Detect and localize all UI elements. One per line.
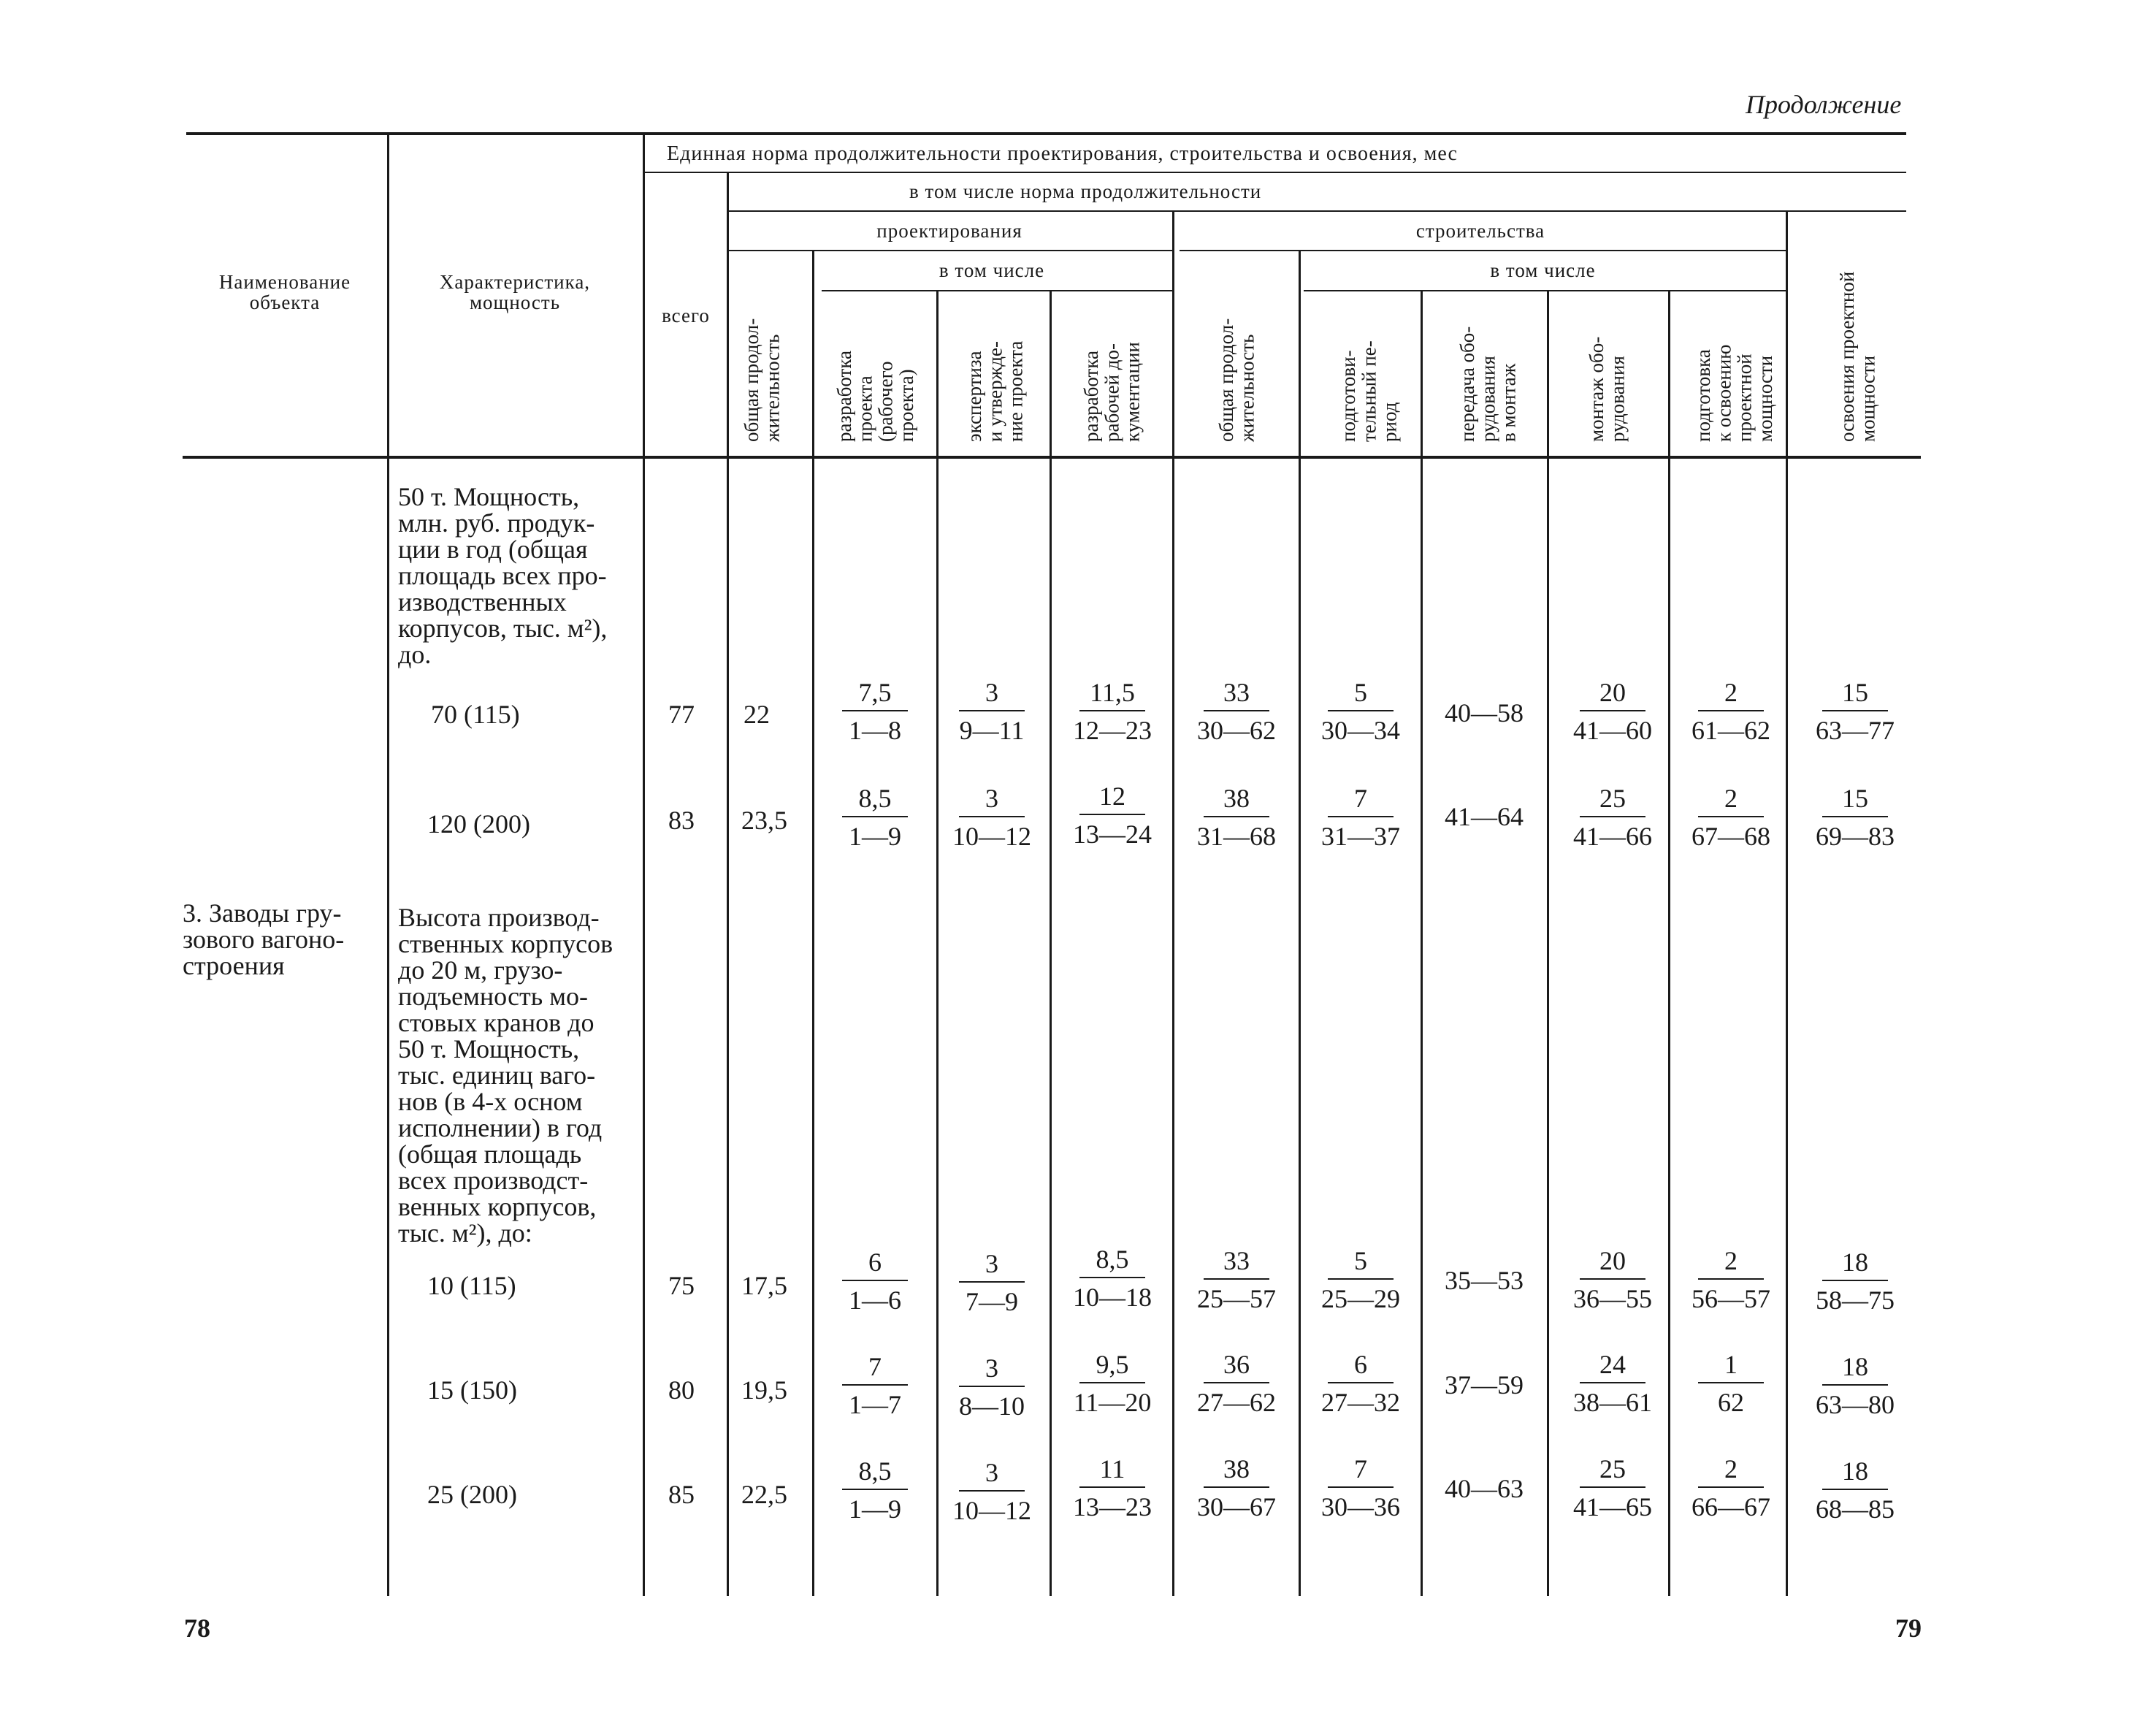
row-design-expert: $\frac{3}{9—11}$	[959, 678, 1025, 745]
item-3-characteristic: Высота производ- ственных корпусов до 20 м, грузо- подъемность мо- стовых кранов до 50 т. Мощность, тыс. единиц ваго- нов (в 4-х осном исполнении) в год (общая площадь всех производст- венных корпусов, тыс. м²), до:	[398, 903, 613, 1248]
header-design-including: в том числе	[939, 259, 1045, 281]
row-design-total: 23,5	[741, 806, 787, 835]
continuation-label: Продолжение	[1746, 90, 1902, 119]
header-construction: строительства	[1415, 220, 1545, 242]
row-total: 80	[668, 1375, 695, 1405]
row-construction-mount: $\frac{20}{36—55}$	[1573, 1246, 1652, 1313]
row-total: 77	[668, 700, 695, 729]
row-construction-total: $\frac{38}{30—67}$	[1197, 1454, 1276, 1521]
row-construction-prep: $\frac{7}{30—36}$	[1321, 1454, 1400, 1521]
row-construction-ready: $\frac{2}{66—67}$	[1691, 1454, 1770, 1521]
row-total: 83	[668, 806, 695, 835]
row-construction-transfer: 40—63	[1445, 1474, 1524, 1503]
item-3-name: 3. Заводы гру- зового вагоно- строения	[183, 898, 345, 980]
header-characteristic: Характеристика, мощность	[439, 271, 591, 314]
row-design-total: 17,5	[741, 1271, 787, 1300]
header-design: проектирования	[876, 220, 1022, 242]
row-mastery: $\frac{18}{58—75}$	[1816, 1248, 1895, 1315]
row-characteristic: 10 (115)	[427, 1271, 516, 1300]
row-design-project: $\frac{6}{1—6}$	[835, 1249, 915, 1313]
row-construction-total: $\frac{33}{25—57}$	[1197, 1246, 1276, 1313]
row-design-total: 19,5	[741, 1375, 787, 1405]
header-total: всего	[662, 305, 710, 327]
row-mastery: $\frac{18}{68—85}$	[1816, 1456, 1895, 1524]
row-construction-transfer: 35—53	[1445, 1266, 1524, 1295]
row-design-expert: $\frac{3}{10—12}$	[952, 784, 1031, 851]
header-including-norm: в том числе норма продолжительности	[909, 180, 1262, 202]
row-design-expert: $\frac{3}{8—10}$	[959, 1353, 1025, 1421]
row-characteristic: 120 (200)	[427, 809, 530, 839]
row-characteristic: 25 (200)	[427, 1480, 517, 1509]
row-construction-prep: $\frac{5}{25—29}$	[1321, 1246, 1400, 1313]
row-mastery: $\frac{18}{63—80}$	[1816, 1352, 1895, 1419]
row-construction-prep: $\frac{6}{27—32}$	[1321, 1350, 1400, 1417]
row-construction-ready: $\frac{2}{61—62}$	[1691, 678, 1770, 745]
row-construction-mount: $\frac{25}{41—65}$	[1573, 1454, 1652, 1521]
vheader-design-expert: экспертиза и утвержде- ние проекта	[963, 340, 1027, 442]
characteristic-intro: 50 т. Мощность, млн. руб. продук- ции в год (общая площадь всех про- изводственных корпусов, тыс. м²), до.	[398, 482, 608, 669]
row-design-docs: $\frac{8,5}{10—18}$	[1073, 1245, 1152, 1312]
row-mastery: $\frac{15}{63—77}$	[1816, 678, 1895, 745]
row-construction-prep: $\frac{5}{30—34}$	[1321, 678, 1400, 745]
vheader-construction-total: общая продол- жительность	[1215, 318, 1258, 442]
row-construction-transfer: 41—64	[1445, 802, 1524, 831]
page-number-right: 79	[1895, 1614, 1922, 1643]
row-design-docs: $\frac{11}{13—23}$	[1073, 1454, 1152, 1521]
row-construction-mount: $\frac{25}{41—66}$	[1573, 784, 1652, 851]
vheader-construction-mount: монтаж обо- рудования	[1586, 336, 1629, 442]
row-design-project: $\frac{8,5}{1—9}$	[835, 1458, 915, 1522]
row-design-total: 22	[743, 700, 770, 729]
row-construction-total: $\frac{36}{27—62}$	[1197, 1350, 1276, 1417]
row-total: 75	[668, 1271, 695, 1300]
row-construction-ready: $\frac{2}{67—68}$	[1691, 784, 1770, 851]
vheader-design-project: разработка проекта (рабочего проекта)	[833, 350, 918, 442]
row-design-project: $\frac{7,5}{1—8}$	[835, 679, 915, 744]
header-construction-including: в том числе	[1490, 259, 1596, 281]
row-construction-transfer: 40—58	[1445, 698, 1524, 728]
row-characteristic: 15 (150)	[427, 1375, 517, 1405]
row-design-total: 22,5	[741, 1480, 787, 1509]
row-construction-ready: $\frac{2}{56—57}$	[1691, 1246, 1770, 1313]
row-construction-mount: $\frac{20}{41—60}$	[1573, 678, 1652, 745]
row-construction-prep: $\frac{7}{31—37}$	[1321, 784, 1400, 851]
row-design-project: $\frac{7}{1—7}$	[835, 1353, 915, 1418]
row-design-expert: $\frac{3}{10—12}$	[952, 1458, 1031, 1525]
vheader-design-docs: разработка рабочей до- кументации	[1080, 342, 1144, 442]
row-design-expert: $\frac{3}{7—9}$	[952, 1250, 1032, 1315]
vheader-mastery: освоения проектной мощности	[1836, 271, 1879, 442]
row-construction-transfer: 37—59	[1445, 1370, 1524, 1399]
page-number-left: 78	[184, 1614, 210, 1643]
row-construction-mount: $\frac{24}{38—61}$	[1573, 1350, 1652, 1417]
vheader-construction-transfer: передача обо- рудования в монтаж	[1456, 326, 1520, 442]
row-design-docs: $\frac{12}{13—24}$	[1073, 782, 1152, 849]
vheader-construction-ready: подготовка к освоению проектной мощности	[1692, 344, 1777, 442]
row-construction-total: $\frac{33}{30—62}$	[1197, 678, 1276, 745]
vheader-construction-prep: подготови- тельный пе- риод	[1337, 340, 1401, 442]
row-construction-ready: $\frac{1}{62}$	[1691, 1351, 1771, 1416]
row-design-docs: $\frac{11,5}{12—23}$	[1073, 678, 1152, 745]
row-characteristic: 70 (115)	[431, 700, 520, 729]
row-total: 85	[668, 1480, 695, 1509]
row-design-project: $\frac{8,5}{1—9}$	[835, 785, 915, 849]
header-unified-norm: Единная норма продолжительности проектирования, строительства и освоения, мес	[667, 142, 1458, 165]
row-design-docs: $\frac{9,5}{11—20}$	[1073, 1350, 1152, 1417]
row-construction-total: $\frac{38}{31—68}$	[1197, 784, 1276, 851]
header-object-name: Наименование объекта	[218, 271, 351, 314]
row-mastery: $\frac{15}{69—83}$	[1816, 784, 1895, 851]
vheader-design-total: общая продол- жительность	[741, 318, 784, 442]
